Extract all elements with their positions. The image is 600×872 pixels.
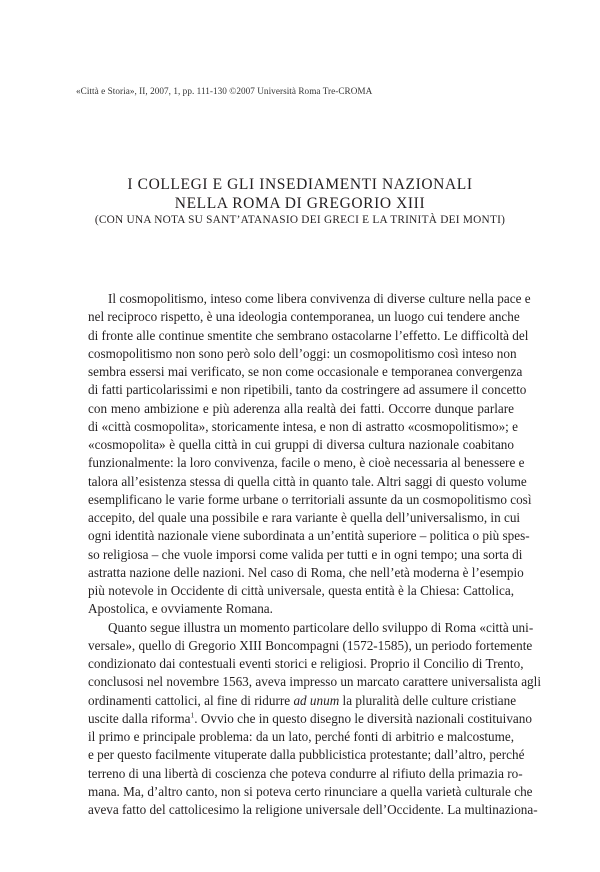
text-line: di «città cosmopolita», storicamente intesa, e non di astratto «cosmopolitismo»; e [88, 418, 518, 434]
text-line: ogni identità nazionale viene subordinata a un’entità superiore – politica o più spes- [88, 528, 530, 544]
article-title-line-1: I COLLEGI E GLI INSEDIAMENTI NAZIONALI [127, 176, 473, 193]
text-line: terreno di una libertà di coscienza che poteva condurre al rifiuto della primazia ro- [88, 765, 523, 781]
text-line: e per questo facilmente vituperate dalla pubblicistica protestante; dall’altro, perché [88, 747, 525, 763]
text-segment: uscite dalla riforma [88, 710, 191, 726]
paragraph-2 [88, 619, 541, 820]
article-body [88, 290, 541, 819]
text-line: di fronte alle continue smentite che sembrano ostacolarne l’effetto. Le difficoltà del [88, 327, 529, 343]
text-line: con meno ambizione e più aderenza alla realtà dei fatti. Occorre dunque parlare [88, 400, 514, 416]
paragraph-1 [88, 290, 532, 619]
text-line: di fatti particolarissimi e non ripetibili, tanto da costringere ad assumere il concetto [88, 382, 527, 398]
text-line: funzionalmente: la loro convivenza, facile o meno, è cioè necessaria al benessere e [88, 455, 525, 471]
text-line: talora all’esistenza stessa di quella città in quanto tale. Altri saggi di questo volume [88, 473, 527, 489]
text-line: so religiosa – che vuole imporsi come valida per tutti e in ogni tempo; una sorta di [88, 546, 523, 562]
text-line: Il cosmopolitismo, inteso come libera convivenza di diverse culture nella pace e [108, 291, 531, 306]
text-line: sembra essersi mai verificato, se non come occasionale e temporanea convergenza [88, 364, 523, 379]
text-line-with-footnote [88, 710, 532, 728]
text-line-with-italic [88, 692, 517, 710]
italic-phrase: ad unum [293, 692, 340, 708]
article-title-line-2: NELLA ROMA DI GREGORIO XIII [174, 195, 426, 212]
text-segment: . Ovvio che in questo disegno le diversità nazionali costituivano [194, 710, 532, 726]
text-line: aveva fatto del cattolicesimo la religione universale dell’Occidente. La multinaziona- [88, 802, 538, 817]
article-title-block [60, 175, 540, 228]
text-line: mana. Ma, d’altro canto, non si poteva certo rinunciare a quella varietà culturale che [88, 783, 533, 799]
text-line: più notevole in Occidente di città universale, questa entità è la Chiesa: Cattolica, [88, 583, 514, 598]
text-line: astratta nazione delle nazioni. Nel caso di Roma, che nell’età moderna è l’esempio [88, 564, 524, 580]
text-line: versale», quello di Gregorio XIII Boncompagni (1572-1585), un periodo fortemente [88, 637, 533, 653]
text-line: Apostolica, e ovviamente Romana. [88, 601, 273, 617]
text-line: conclusosi nel novembre 1563, aveva impresso un marcato carattere universalista agli [88, 674, 541, 690]
text-line: cosmopolitismo non sono però solo dell’oggi: un cosmopolitismo così inteso non [88, 345, 517, 361]
text-line: nel reciproco rispetto, è una ideologia contemporanea, un luogo cui tendere anche [88, 309, 520, 325]
text-line: condizionato dai contestuali eventi storici e religiosi. Proprio il Concilio di Trento, [88, 656, 524, 671]
text-segment: ordinamenti cattolici, al fine di ridurre [88, 692, 291, 708]
text-line: Quanto segue illustra un momento particolare dello sviluppo di Roma «città uni- [108, 619, 534, 635]
text-line: il primo e principale problema: da un lato, perché fonti di arbitrio e malcostume, [88, 729, 514, 744]
text-line: «cosmopolita» è quella città in cui gruppi di diversa cultura nazionale coabitano [88, 437, 514, 452]
journal-citation: «Città e Storia», II, 2007, 1, pp. 111-130 ©2007 Università Roma Tre-CROMA [76, 86, 373, 96]
text-segment: la pluralità delle culture cristiane [342, 692, 517, 708]
text-line: esemplificano le varie forme urbane o territoriali assunte da un cosmopolitismo così [88, 491, 532, 507]
text-line: accepito, del quale una possibile e rara variante è quella dell’universalismo, in cui [88, 510, 521, 525]
article-subtitle: (CON UNA NOTA SU SANT’ATANASIO DEI GRECI E LA TRINITÀ DEI MONTI) [94, 214, 506, 226]
footnote-marker[interactable]: 1 [190, 710, 195, 720]
